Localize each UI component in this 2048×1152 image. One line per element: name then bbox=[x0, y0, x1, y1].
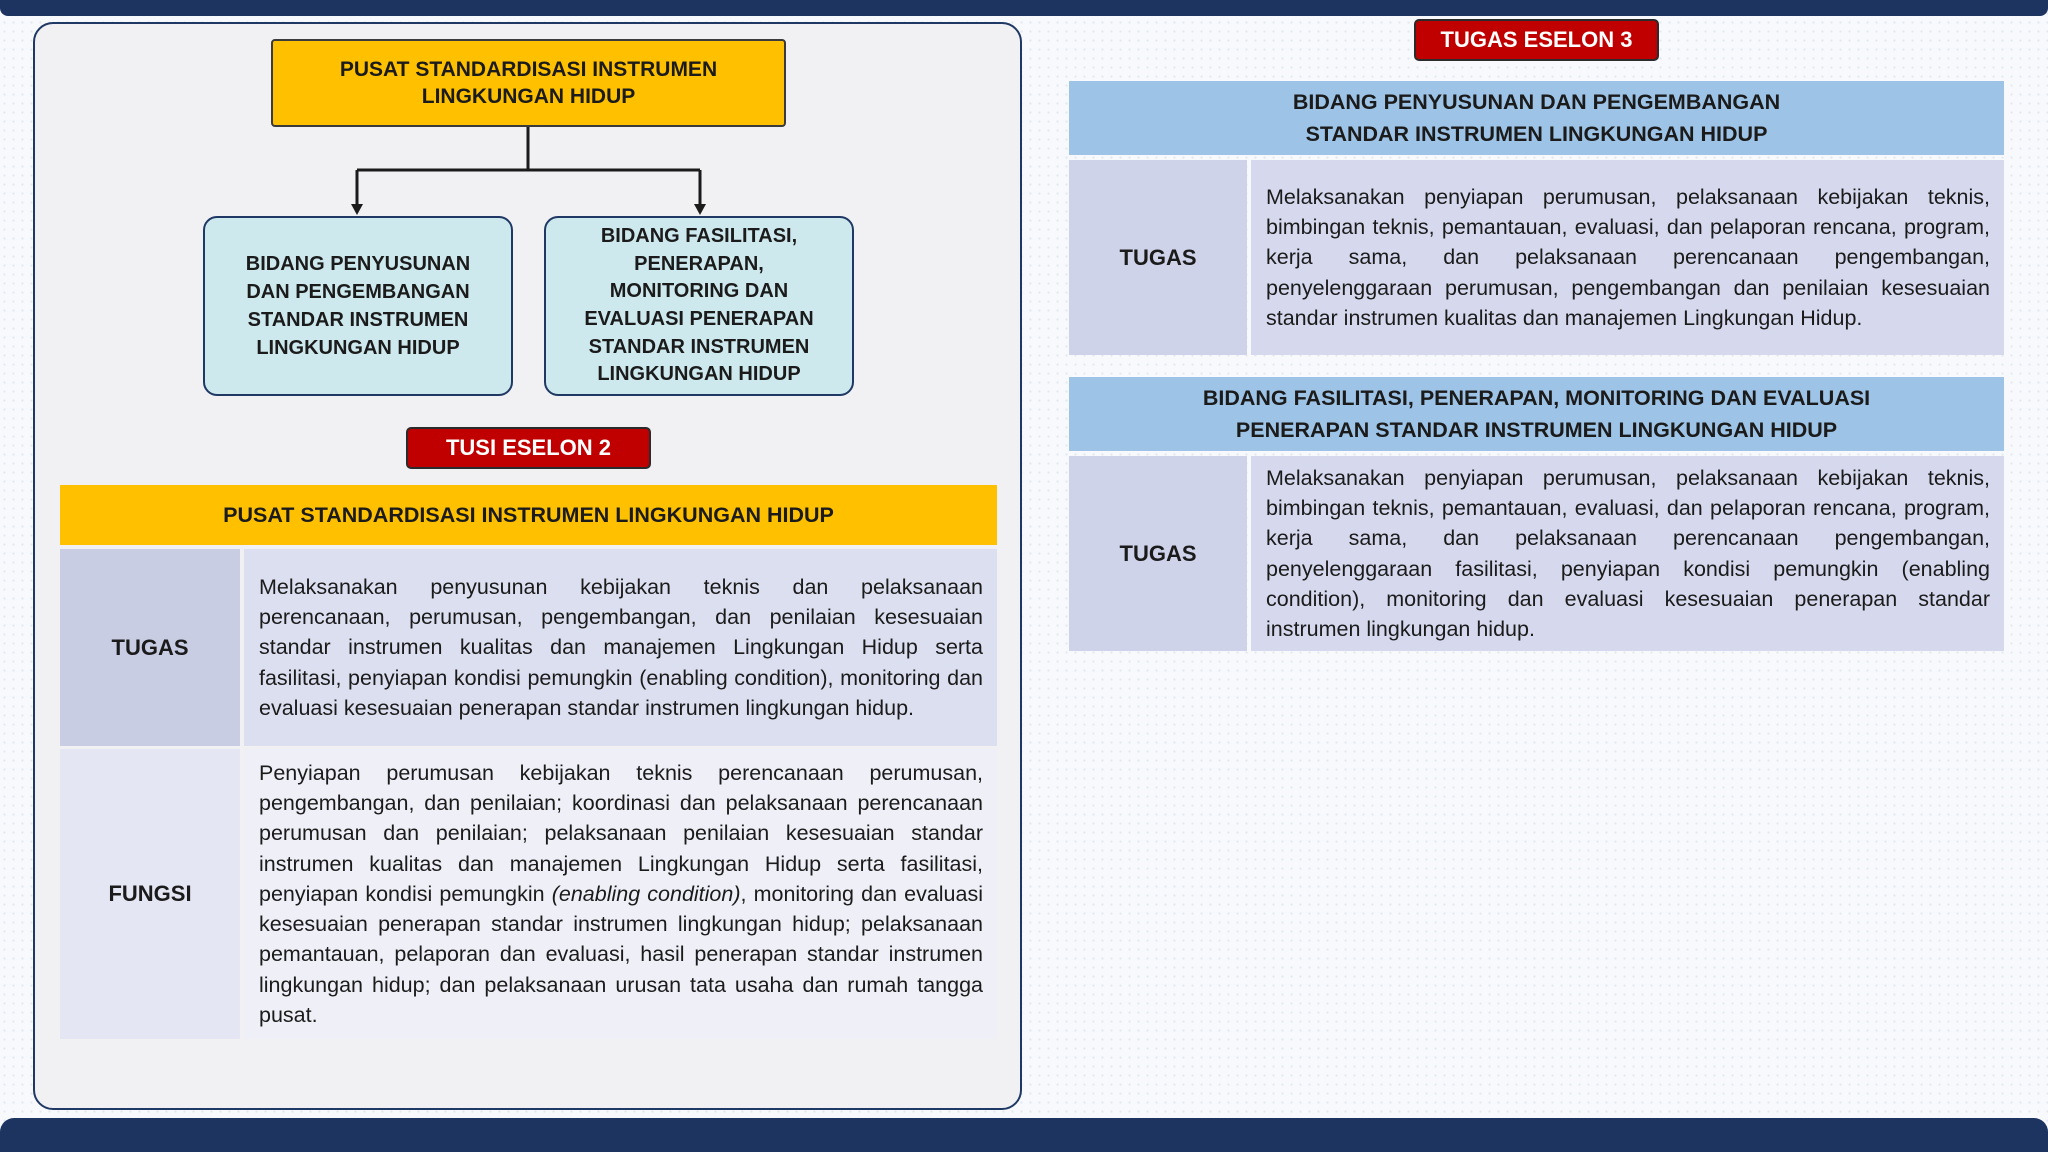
table-row-unit-1-tugas bbox=[1069, 160, 2004, 355]
eselon2-title-banner: PUSAT STANDARDISASI INSTRUMEN LINGKUNGAN HIDUP bbox=[60, 485, 997, 545]
bottom-bar bbox=[0, 1118, 2048, 1152]
row-text bbox=[1251, 160, 2004, 355]
fungsi-text bbox=[259, 758, 983, 1031]
org-child-label: BIDANG FASILITASI, PENERAPAN, MONITORING DAN EVALUASI PENERAPAN STANDAR INSTRUMEN LINGKUNGAN HIDUP bbox=[584, 225, 814, 386]
tugas-text: Melaksanakan penyusunan kebijakan teknis dan pelaksanaan perencanaan, perumusan, pengembangan, dan penilaian kesesuaian standar instrumen kualitas dan manajemen Lingkungan Hidup serta fasilitasi, penyiapan kondisi pemungkin (enabling condition), monitoring dan evaluasi kesesuaian penerapan standar instrumen lingkungan hidup. bbox=[259, 574, 983, 720]
fungsi-text-b: , monitoring dan evaluasi kesesuaian penerapan standar instrumen lingkungan hidup; pelaksanaan pemantauan, pelaporan dan evaluasi, hasil penerapan standar instrumen lingkungan hidup; dan pelaksanaan urusan tata usaha dan rumah tangga pusat. bbox=[259, 881, 983, 1028]
org-head-box bbox=[271, 39, 786, 127]
row-text bbox=[1251, 456, 2004, 651]
row-label: TUGAS bbox=[1069, 456, 1247, 651]
fungsi-text-a: Penyiapan perumusan kebijakan teknis perencanaan perumusan, pengembangan, dan penilaian; koordinasi dan pelaksanaan perencanaan perumusan dan penilaian; pelaksanaan penilaian kesesuaian standar instrumen kualitas dan manajemen Lingkungan Hidup serta fasilitasi, penyiapan kondisi pemungkin bbox=[259, 760, 983, 906]
eselon3-unit-1-banner bbox=[1069, 81, 2004, 155]
banner-title-line: BIDANG FASILITASI, PENERAPAN, MONITORING DAN EVALUASI bbox=[1202, 385, 1871, 410]
row-label: TUGAS bbox=[1069, 160, 1247, 355]
top-bar bbox=[0, 0, 2048, 16]
eselon3-unit-2-banner bbox=[1069, 377, 2004, 451]
fungsi-text-italic: (enabling condition) bbox=[551, 881, 741, 906]
row-text bbox=[244, 549, 997, 746]
org-child-box-penyusunan bbox=[203, 216, 513, 396]
org-child-label: BIDANG PENYUSUNAN DAN PENGEMBANGAN STANDAR INSTRUMEN LINGKUNGAN HIDUP bbox=[245, 253, 471, 359]
row-text bbox=[244, 749, 997, 1039]
tugas-eselon-3-badge: TUGAS ESELON 3 bbox=[1414, 19, 1659, 61]
row-label: TUGAS bbox=[60, 549, 240, 746]
table-row-fungsi bbox=[60, 749, 997, 1039]
unit-2-tugas-text: Melaksanakan penyiapan perumusan, pelaksanaan kebijakan teknis, bimbingan teknis, pemantauan, evaluasi, dan pelaporan rencana, program, kerja sama, dan pelaksanaan perencanaan pengembangan, penyelenggaraan fasilitasi, penyiapan kondisi pemungkin (enabling condition), monitoring dan evaluasi kesesuaian penerapan standar instrumen lingkungan hidup. bbox=[1266, 465, 1990, 642]
banner-title-line: PENERAPAN STANDAR INSTRUMEN LINGKUNGAN HIDUP bbox=[1235, 418, 1838, 442]
banner-title-line: BIDANG PENYUSUNAN DAN PENGEMBANGAN bbox=[1292, 89, 1781, 114]
table-row-unit-2-tugas bbox=[1069, 456, 2004, 651]
row-label: FUNGSI bbox=[60, 749, 240, 1039]
org-child-box-fasilitasi bbox=[544, 216, 854, 396]
table-row-tugas bbox=[60, 549, 997, 746]
banner-title-line: STANDAR INSTRUMEN LINGKUNGAN HIDUP bbox=[1305, 122, 1768, 146]
org-head-label: PUSAT STANDARDISASI INSTRUMEN LINGKUNGAN HIDUP bbox=[339, 57, 718, 108]
unit-1-tugas-text: Melaksanakan penyiapan perumusan, pelaksanaan kebijakan teknis, bimbingan teknis, pemantauan, evaluasi, dan pelaporan rencana, program, kerja sama, dan pelaksanaan perencanaan pengembangan, penyelenggaraan perumusan, pengembangan dan penilaian kesesuaian standar instrumen kualitas dan manajemen Lingkungan Hidup. bbox=[1266, 184, 1990, 330]
tusi-eselon-2-badge: TUSI ESELON 2 bbox=[406, 427, 651, 469]
